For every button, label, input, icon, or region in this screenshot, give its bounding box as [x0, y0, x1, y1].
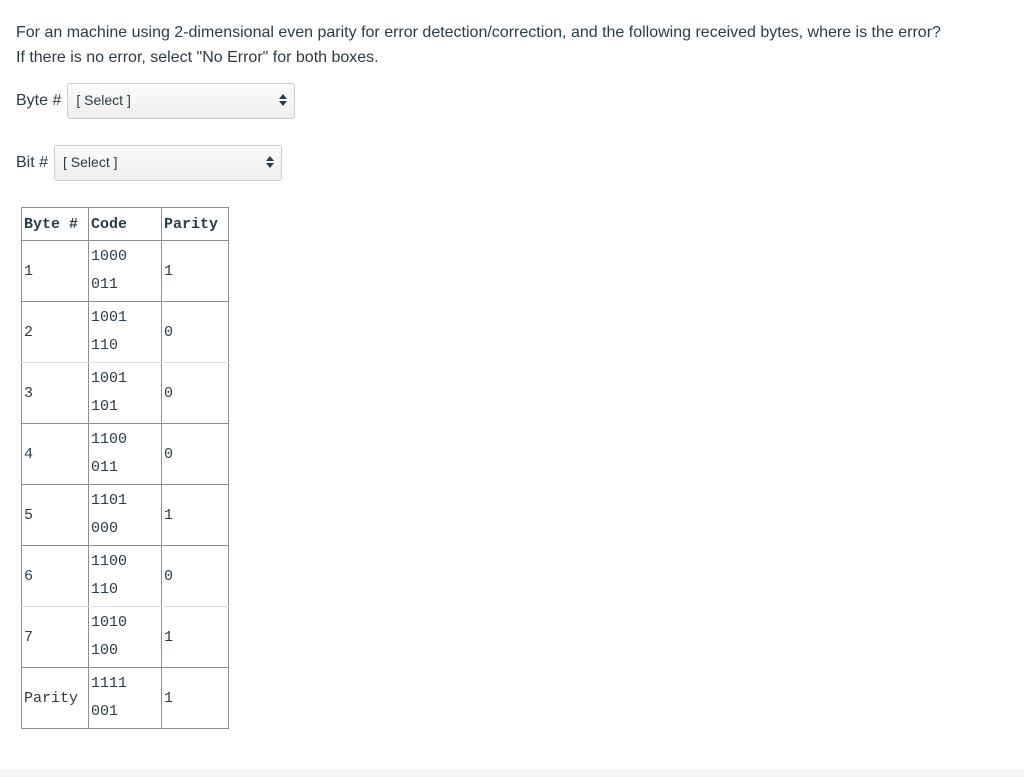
select-arrows-icon — [266, 156, 274, 170]
parity-table — [21, 207, 229, 729]
header-byte: Byte # — [22, 208, 89, 241]
cell-byte: 1 — [22, 241, 89, 302]
table-row — [22, 485, 229, 546]
table-row — [22, 241, 229, 302]
table-row — [22, 302, 229, 363]
cell-byte: 5 — [22, 485, 89, 546]
cell-parity: 1 — [162, 485, 229, 546]
cell-parity: 0 — [162, 424, 229, 485]
table-row — [22, 546, 229, 607]
question-text — [16, 20, 1016, 70]
page-bottom-divider — [0, 769, 1024, 777]
header-parity: Parity — [162, 208, 229, 241]
cell-parity: 1 — [162, 607, 229, 668]
cell-code: 1001 101 — [89, 363, 162, 424]
cell-code: 1001 110 — [89, 302, 162, 363]
table-header-row — [22, 208, 229, 241]
cell-parity: 1 — [162, 668, 229, 729]
cell-parity: 0 — [162, 546, 229, 607]
table-row — [22, 607, 229, 668]
bit-select-value: [ Select ] — [63, 154, 118, 170]
cell-code: 1000 011 — [89, 241, 162, 302]
cell-byte: Parity — [22, 668, 89, 729]
bit-field-label: Bit # — [16, 154, 49, 171]
cell-code: 1111 001 — [89, 668, 162, 729]
cell-code: 1010 100 — [89, 607, 162, 668]
cell-byte: 2 — [22, 302, 89, 363]
bit-select[interactable] — [54, 145, 282, 181]
byte-select-value: [ Select ] — [76, 92, 131, 108]
cell-parity: 0 — [162, 363, 229, 424]
cell-parity: 1 — [162, 241, 229, 302]
cell-code: 1101 000 — [89, 485, 162, 546]
byte-field-label: Byte # — [16, 92, 62, 109]
byte-select[interactable] — [67, 83, 295, 119]
byte-field — [16, 83, 295, 119]
table-row — [22, 363, 229, 424]
table-row — [22, 668, 229, 729]
cell-byte: 3 — [22, 363, 89, 424]
select-arrows-icon — [279, 94, 287, 108]
bit-field — [16, 145, 282, 181]
cell-byte: 7 — [22, 607, 89, 668]
cell-byte: 6 — [22, 546, 89, 607]
cell-parity: 0 — [162, 302, 229, 363]
header-code: Code — [89, 208, 162, 241]
cell-code: 1100 110 — [89, 546, 162, 607]
cell-code: 1100 011 — [89, 424, 162, 485]
cell-byte: 4 — [22, 424, 89, 485]
question-line-2: If there is no error, select "No Error" for both boxes. — [16, 49, 379, 66]
question-line-1: For an machine using 2-dimensional even parity for error detection/correction, and the following received bytes, where is the error? — [16, 24, 941, 41]
table-row — [22, 424, 229, 485]
